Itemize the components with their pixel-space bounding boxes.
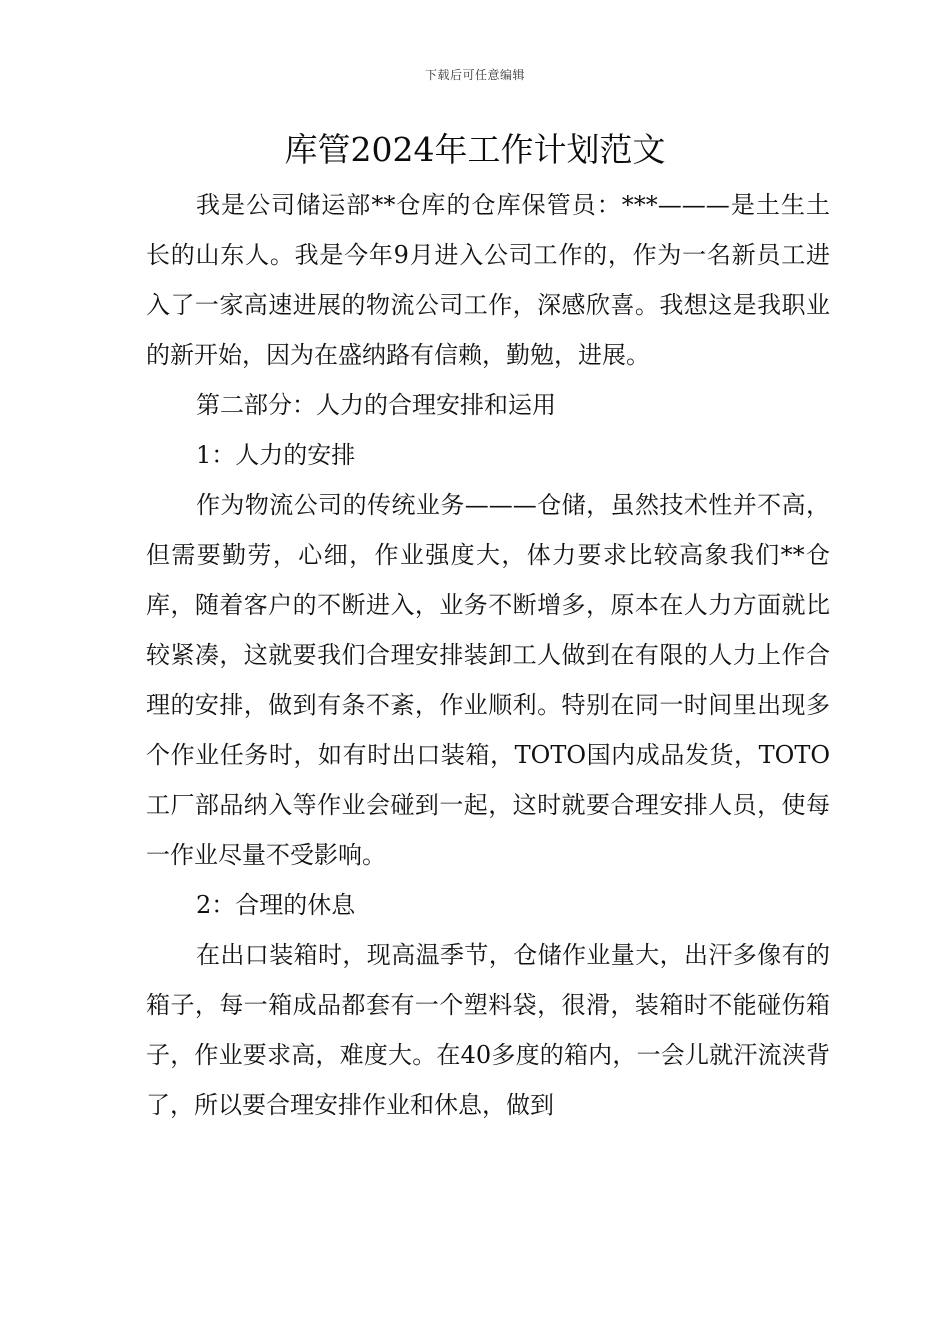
document-title: 库管2024年工作计划范文 (284, 130, 666, 169)
subheading-manpower-arrangement: 1：人力的安排 (196, 441, 356, 469)
section-heading-part-two: 第二部分：人力的合理安排和运用 (196, 391, 556, 419)
document-body (146, 180, 830, 1130)
paragraph-rest: 在出口装箱时，现高温季节，仓储作业量大，出汗多像有的箱子，每一箱成品都套有一个塑料袋，很滑，装箱时不能碰伤箱子，作业要求高，难度大。在40多度的箱内，一会儿就汗流浃背了，所以要合理安排作业和休息，做到 (146, 941, 830, 1119)
subheading-reasonable-rest: 2：合理的休息 (196, 891, 356, 919)
header-note: 下载后可任意编辑 (424, 68, 525, 82)
paragraph-intro: 我是公司储运部**仓库的仓库保管员：***———是土生土长的山东人。我是今年9月进入公司工作的，作为一名新员工进入了一家高速进展的物流公司工作，深感欣喜。我想这是我职业的新开始，因为在盛纳路有信赖，勤勉，进展。 (146, 191, 830, 369)
paragraph-manpower: 作为物流公司的传统业务———仓储，虽然技术性并不高，但需要勤劳，心细，作业强度大，体力要求比较高象我们**仓库，随着客户的不断进入，业务不断增多，原本在人力方面就比较紧凑，这就要我们合理安排装卸工人做到在有限的人力上作合理的安排，做到有条不紊，作业顺利。特别在同一时间里出现多个作业任务时，如有时出口装箱，TOTO国内成品发货，TOTO工厂部品纳入等作业会碰到一起，这时就要合理安排人员，使每一作业尽量不受影响。 (146, 491, 830, 869)
